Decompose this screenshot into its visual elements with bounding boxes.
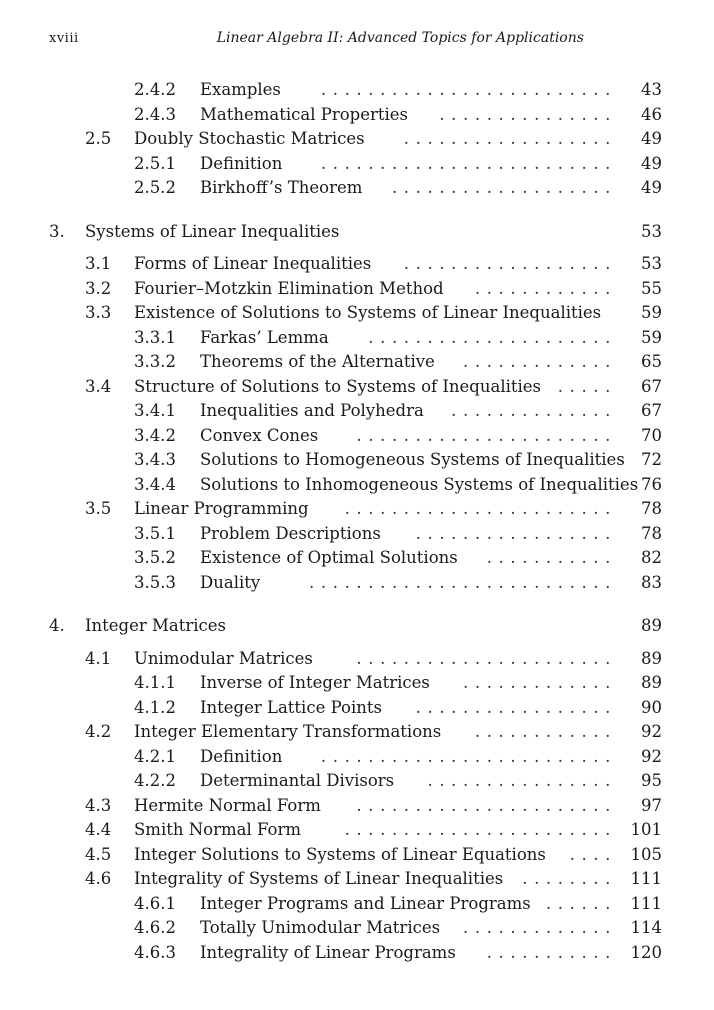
toc-section-entry[interactable] bbox=[49, 301, 662, 326]
entry-page-number: 89 bbox=[641, 673, 662, 692]
dot-leader: .............. bbox=[451, 401, 617, 420]
entry-page-number: 67 bbox=[641, 401, 662, 420]
entry-page-number: 53 bbox=[641, 221, 662, 241]
chapter-spacer bbox=[49, 595, 662, 614]
entry-title: Inverse of Integer Matrices bbox=[200, 673, 430, 692]
dot-leader: ............ bbox=[474, 278, 617, 298]
toc-subsection-entry[interactable] bbox=[49, 571, 662, 596]
entry-page-number: 82 bbox=[641, 548, 662, 567]
entry-page-number: 97 bbox=[641, 795, 662, 815]
toc-section-entry[interactable] bbox=[49, 794, 662, 819]
entry-page-number: 95 bbox=[641, 771, 662, 790]
toc-section-entry[interactable] bbox=[49, 375, 662, 400]
entry-title: Integer Elementary Transformations bbox=[134, 722, 442, 741]
entry-title: Solutions to Homogeneous Systems of Inequalities bbox=[200, 450, 625, 469]
page-header bbox=[49, 30, 662, 50]
dot-leader: ..................... bbox=[368, 327, 617, 347]
entry-title: Definition bbox=[200, 746, 283, 766]
entry-title: Integer Solutions to Systems of Linear Equations bbox=[134, 844, 546, 864]
entry-page-number: 89 bbox=[641, 616, 662, 635]
entry-page-number: 111 bbox=[630, 893, 662, 913]
dot-leader: ..... bbox=[557, 376, 617, 396]
entry-number: 2.5.2 bbox=[134, 178, 176, 197]
toc-subsection-entry[interactable] bbox=[49, 745, 662, 770]
entry-number: 4.2.2 bbox=[134, 771, 176, 790]
toc-subsection-entry[interactable] bbox=[49, 473, 662, 498]
entry-page-number: 105 bbox=[630, 844, 662, 864]
entry-title: Structure of Solutions to Systems of Inequalities bbox=[134, 376, 542, 396]
entry-number: 3.3 bbox=[85, 303, 112, 322]
dot-leader: .................. bbox=[403, 254, 617, 273]
dot-leader: ........... bbox=[486, 548, 617, 567]
toc-subsection-entry[interactable] bbox=[49, 399, 662, 424]
entry-title: Hermite Normal Form bbox=[134, 795, 321, 815]
entry-title: Forms of Linear Inequalities bbox=[134, 254, 372, 273]
dot-leader: ......................... bbox=[320, 153, 617, 173]
entry-page-number: 101 bbox=[630, 820, 662, 839]
dot-leader: ............... bbox=[439, 104, 617, 124]
entry-number: 3.5.1 bbox=[134, 523, 176, 543]
toc-subsection-entry[interactable] bbox=[49, 448, 662, 473]
entry-title: Birkhoff’s Theorem bbox=[200, 178, 363, 197]
entry-number: 3.4.3 bbox=[134, 450, 176, 469]
toc-section-entry[interactable] bbox=[49, 843, 662, 868]
toc-section-entry[interactable] bbox=[49, 497, 662, 522]
toc-section-entry[interactable] bbox=[49, 818, 662, 843]
entry-page-number: 67 bbox=[641, 376, 662, 396]
dot-leader: ......................... bbox=[320, 80, 617, 99]
entry-title: Systems of Linear Inequalities bbox=[85, 221, 340, 241]
entry-number: 4.3 bbox=[85, 795, 112, 815]
toc-section-entry[interactable] bbox=[49, 127, 662, 152]
entry-number: 3.5.3 bbox=[134, 572, 176, 592]
entry-page-number: 83 bbox=[641, 572, 662, 592]
entry-title: Integer Programs and Linear Programs bbox=[200, 893, 531, 913]
toc-subsection-entry[interactable] bbox=[49, 769, 662, 794]
entry-page-number: 59 bbox=[641, 303, 662, 322]
entry-page-number: 49 bbox=[641, 178, 662, 197]
entry-page-number: 120 bbox=[630, 942, 662, 962]
toc-subsection-entry[interactable] bbox=[49, 350, 662, 375]
entry-number: 3.4.2 bbox=[134, 425, 176, 445]
entry-page-number: 55 bbox=[641, 278, 662, 298]
dot-leader: ......................... bbox=[320, 746, 617, 766]
dot-leader: .... bbox=[569, 844, 617, 864]
entry-page-number: 46 bbox=[641, 104, 662, 124]
dot-leader: ................. bbox=[415, 523, 617, 543]
dot-leader: ...................... bbox=[356, 425, 617, 445]
chapter-spacer bbox=[49, 639, 662, 647]
toc-section-entry[interactable] bbox=[49, 720, 662, 745]
toc-section-entry[interactable] bbox=[49, 252, 662, 277]
entry-title: Inequalities and Polyhedra bbox=[200, 401, 424, 420]
entry-title: Smith Normal Form bbox=[134, 820, 302, 839]
entry-number: 3. bbox=[49, 221, 65, 241]
entry-number: 2.4.3 bbox=[134, 104, 176, 124]
entry-number: 3.1 bbox=[85, 254, 112, 273]
entry-number: 3.5.2 bbox=[134, 548, 176, 567]
entry-page-number: 92 bbox=[641, 722, 662, 741]
dot-leader: ................ bbox=[427, 771, 617, 790]
entry-title: Doubly Stochastic Matrices bbox=[134, 129, 365, 148]
entry-number: 4.1 bbox=[85, 648, 112, 668]
entry-number: 4.5 bbox=[85, 844, 112, 864]
table-of-contents bbox=[49, 78, 662, 965]
entry-page-number: 43 bbox=[641, 80, 662, 99]
entry-page-number: 78 bbox=[641, 499, 662, 518]
entry-title: Existence of Solutions to Systems of Linear Inequalities bbox=[134, 303, 602, 322]
entry-page-number: 114 bbox=[630, 918, 662, 937]
dot-leader: ............ bbox=[474, 722, 617, 741]
entry-title: Problem Descriptions bbox=[200, 523, 381, 543]
dot-leader: ............. bbox=[463, 352, 617, 371]
dot-leader: ................. bbox=[415, 697, 617, 717]
entry-title: Totally Unimodular Matrices bbox=[200, 918, 441, 937]
chapter-spacer bbox=[49, 244, 662, 252]
entry-title: Definition bbox=[200, 153, 283, 173]
toc-subsection-entry[interactable] bbox=[49, 176, 662, 201]
toc-subsection-entry[interactable] bbox=[49, 522, 662, 547]
entry-number: 3.3.2 bbox=[134, 352, 176, 371]
toc-subsection-entry[interactable] bbox=[49, 916, 662, 941]
entry-title: Integer Matrices bbox=[85, 616, 226, 635]
entry-page-number: 76 bbox=[641, 474, 662, 494]
entry-number: 3.4.1 bbox=[134, 401, 176, 420]
entry-number: 2.4.2 bbox=[134, 80, 176, 99]
entry-title: Determinantal Divisors bbox=[200, 771, 395, 790]
toc-subsection-entry[interactable] bbox=[49, 892, 662, 917]
entry-title: Mathematical Properties bbox=[200, 104, 409, 124]
entry-number: 4.4 bbox=[85, 820, 112, 839]
entry-title: Duality bbox=[200, 572, 261, 592]
entry-number: 4.6.1 bbox=[134, 893, 176, 913]
entry-page-number: 59 bbox=[641, 327, 662, 347]
entry-title: Integer Lattice Points bbox=[200, 697, 382, 717]
entry-number: 3.4 bbox=[85, 376, 112, 396]
entry-page-number: 111 bbox=[630, 869, 662, 888]
entry-number: 2.5.1 bbox=[134, 153, 176, 173]
entry-number: 2.5 bbox=[85, 129, 112, 148]
entry-number: 4.6.3 bbox=[134, 942, 176, 962]
entry-number: 4.6.2 bbox=[134, 918, 176, 937]
entry-number: 4.2 bbox=[85, 722, 112, 741]
toc-subsection-entry[interactable] bbox=[49, 696, 662, 721]
entry-number: 4. bbox=[49, 616, 65, 635]
entry-title: Linear Programming bbox=[134, 499, 309, 518]
entry-page-number: 49 bbox=[641, 129, 662, 148]
entry-title: Solutions to Inhomogeneous Systems of Inequalities bbox=[200, 474, 639, 494]
toc-section-entry[interactable] bbox=[49, 647, 662, 672]
toc-subsection-entry[interactable] bbox=[49, 546, 662, 571]
dot-leader: ........ bbox=[522, 869, 617, 888]
dot-leader: ........... bbox=[486, 942, 617, 962]
toc-subsection-entry[interactable] bbox=[49, 78, 662, 103]
chapter-spacer bbox=[49, 201, 662, 220]
dot-leader: ...... bbox=[545, 893, 617, 913]
entry-number: 4.1.1 bbox=[134, 673, 176, 692]
dot-leader: ...................... bbox=[356, 795, 617, 815]
dot-leader: .......................... bbox=[309, 572, 617, 592]
entry-page-number: 92 bbox=[641, 746, 662, 766]
entry-title: Existence of Optimal Solutions bbox=[200, 548, 458, 567]
entry-number: 4.2.1 bbox=[134, 746, 176, 766]
toc-subsection-entry[interactable] bbox=[49, 103, 662, 128]
dot-leader: .................. bbox=[403, 129, 617, 148]
entry-page-number: 90 bbox=[641, 697, 662, 717]
toc-subsection-entry[interactable] bbox=[49, 671, 662, 696]
dot-leader bbox=[609, 301, 617, 326]
toc-chapter-entry[interactable] bbox=[49, 614, 662, 639]
entry-page-number: 70 bbox=[641, 425, 662, 445]
page-folio: xviii bbox=[49, 31, 79, 46]
dot-leader: ............. bbox=[463, 918, 617, 937]
dot-leader: ............. bbox=[463, 673, 617, 692]
dot-leader: ....................... bbox=[344, 499, 617, 518]
entry-page-number: 65 bbox=[641, 352, 662, 371]
dot-leader: ...................... bbox=[356, 648, 617, 668]
entry-title: Unimodular Matrices bbox=[134, 648, 313, 668]
entry-number: 3.3.1 bbox=[134, 327, 176, 347]
entry-number: 4.1.2 bbox=[134, 697, 176, 717]
entry-title: Integrality of Linear Programs bbox=[200, 942, 456, 962]
entry-title: Fourier–Motzkin Elimination Method bbox=[134, 278, 444, 298]
entry-number: 3.5 bbox=[85, 499, 112, 518]
entry-page-number: 53 bbox=[641, 254, 662, 273]
toc-subsection-entry[interactable] bbox=[49, 941, 662, 966]
entry-title: Convex Cones bbox=[200, 425, 319, 445]
entry-title: Examples bbox=[200, 80, 281, 99]
toc-chapter-entry[interactable] bbox=[49, 220, 662, 245]
entry-title: Farkas’ Lemma bbox=[200, 327, 329, 347]
toc-subsection-entry[interactable] bbox=[49, 326, 662, 351]
entry-page-number: 72 bbox=[641, 450, 662, 469]
entry-title: Integrality of Systems of Linear Inequalities bbox=[134, 869, 504, 888]
dot-leader: ................... bbox=[391, 178, 617, 197]
entry-title: Theorems of the Alternative bbox=[200, 352, 435, 371]
dot-leader: ....................... bbox=[344, 820, 617, 839]
toc-subsection-entry[interactable] bbox=[49, 424, 662, 449]
toc-section-entry[interactable] bbox=[49, 867, 662, 892]
running-title: Linear Algebra II: Advanced Topics for Applications bbox=[216, 30, 584, 46]
entry-page-number: 78 bbox=[641, 523, 662, 543]
entry-number: 3.2 bbox=[85, 278, 112, 298]
toc-section-entry[interactable] bbox=[49, 277, 662, 302]
toc-subsection-entry[interactable] bbox=[49, 152, 662, 177]
entry-number: 4.6 bbox=[85, 869, 112, 888]
entry-page-number: 89 bbox=[641, 648, 662, 668]
entry-page-number: 49 bbox=[641, 153, 662, 173]
entry-number: 3.4.4 bbox=[134, 474, 176, 494]
